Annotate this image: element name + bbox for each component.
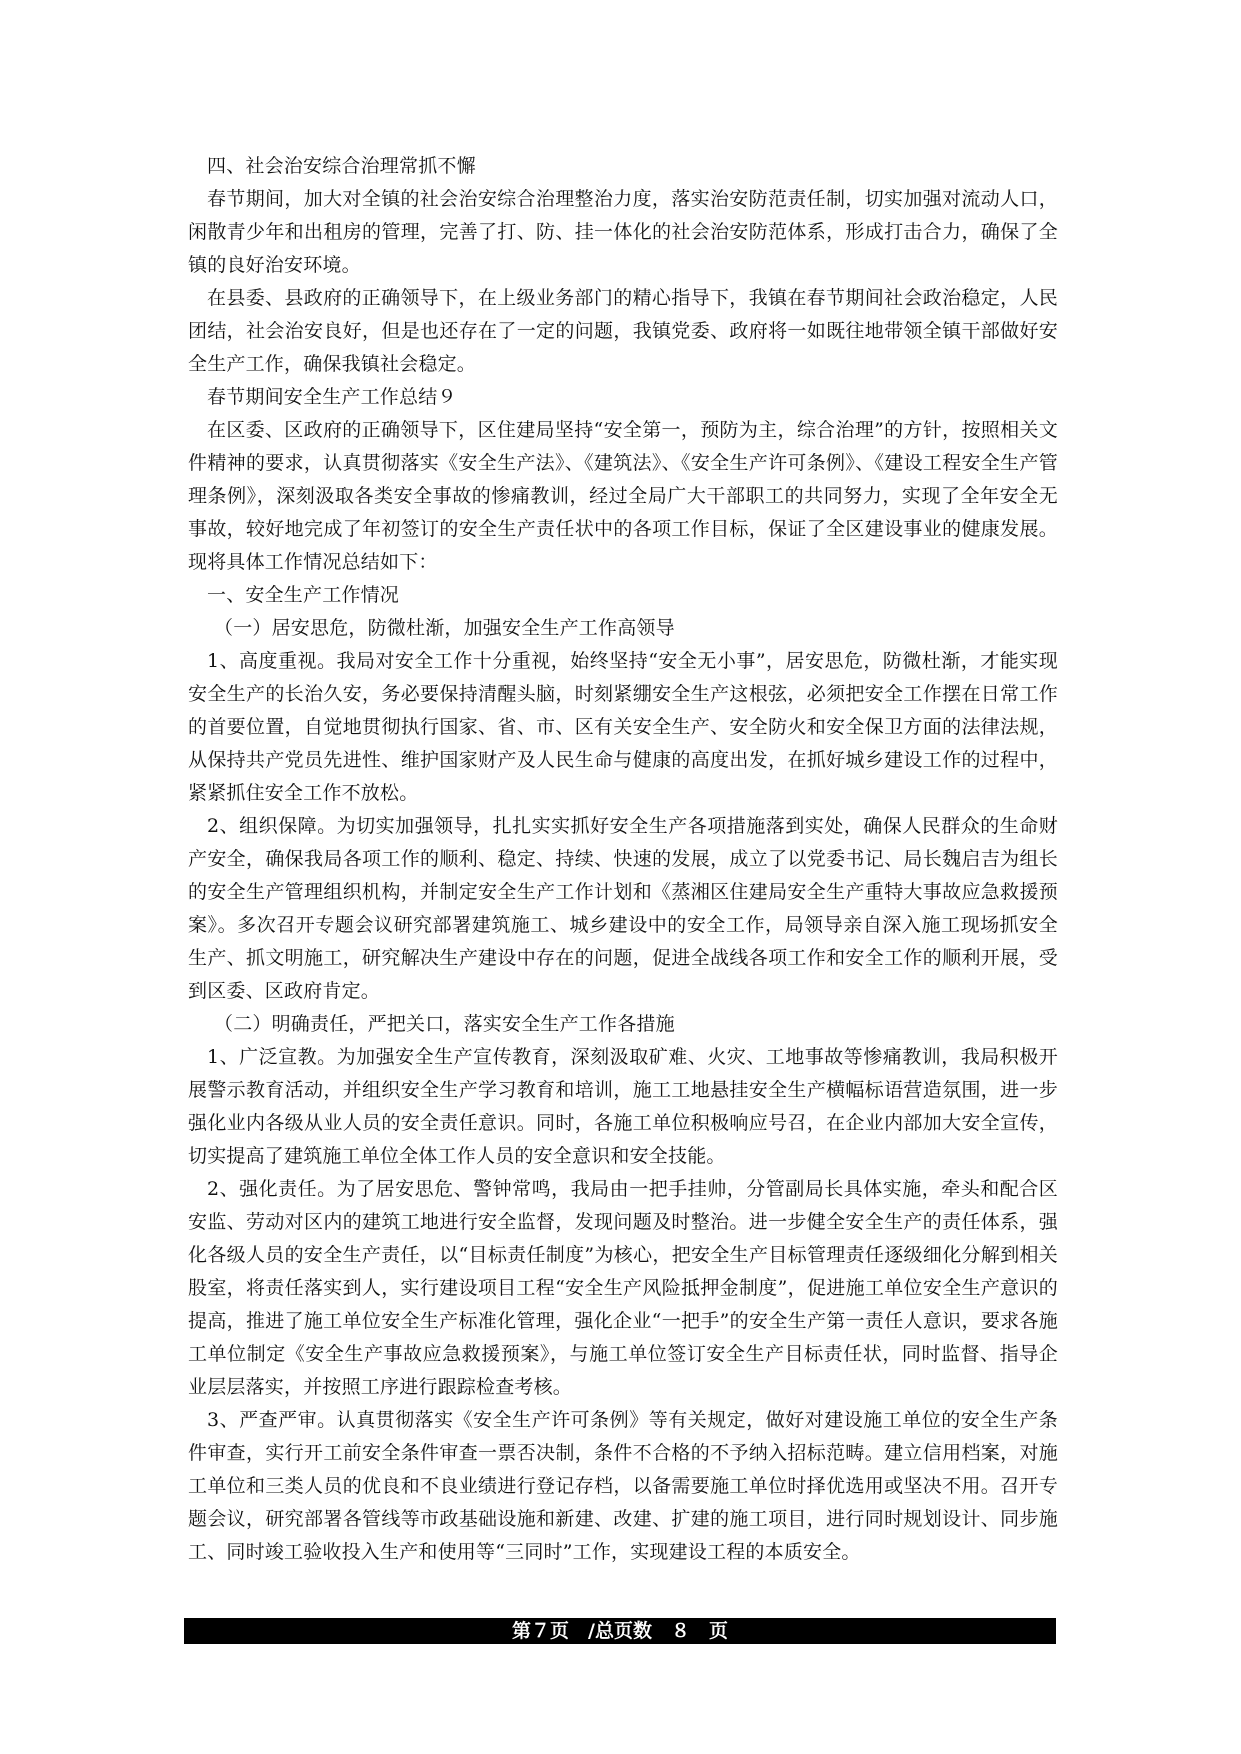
paragraph: 2、强化责任。为了居安思危、警钟常鸣，我局由一把手挂帅，分管副局长具体实施，牵头和配合区安监、劳动对区内的建筑工地进行安全监督，发现问题及时整治。进一步健全安全生产的责任体系，强化各级人员的安全生产责任，以“目标责任制度”为核心，把安全生产目标管理责任逐级细化分解到相关股室，将责任落实到人，实行建设项目工程“安全生产风险抵押金制度”，促进施工单位安全生产意识的提高，推进了施工单位安全生产标准化管理，强化企业“一把手”的安全生产第一责任人意识，要求各施工单位制定《安全生产事故应急救援预案》，与施工单位签订安全生产目标责任状，同时监督、指导企业层层落实，并按照工序进行跟踪检查考核。 (188, 1178, 1058, 1398)
paragraph: 在县委、县政府的正确领导下，在上级业务部门的精心指导下，我镇在春节期间社会政治稳定，人民团结，社会治安良好，但是也还存在了一定的问题，我镇党委、政府将一如既往地带领全镇干部做好安全生产工作，确保我镇社会稳定。 (188, 287, 1058, 375)
section-heading: 一、安全生产工作情况 (207, 584, 400, 606)
document-body (188, 150, 1058, 1569)
paragraph: 1、广泛宣教。为加强安全生产宣传教育，深刻汲取矿难、火灾、工地事故等惨痛教训，我局积极开展警示教育活动，并组织安全生产学习教育和培训，施工工地悬挂安全生产横幅标语营造氛围，进一步强化业内各级从业人员的安全责任意识。同时，各施工单位积极响应号召，在企业内部加大安全宣传，切实提高了建筑施工单位全体工作人员的安全意识和安全技能。 (188, 1046, 1058, 1167)
section-heading: 四、社会治安综合治理常抓不懈 (207, 155, 476, 177)
paragraph: 2、组织保障。为切实加强领导，扎扎实实抓好安全生产各项措施落到实处，确保人民群众的生命财产安全，确保我局各项工作的顺利、稳定、持续、快速的发展，成立了以党委书记、局长魏启吉为组长的安全生产管理组织机构，并制定安全生产工作计划和《蒸湘区住建局安全生产重特大事故应急救援预案》。多次召开专题会议研究部署建筑施工、城乡建设中的安全工作，局领导亲自深入施工现场抓安全生产、抓文明施工，研究解决生产建设中存在的问题，促进全战线各项工作和安全工作的顺利开展，受到区委、区政府肯定。 (188, 815, 1058, 1002)
paragraph: 春节期间，加大对全镇的社会治安综合治理整治力度，落实治安防范责任制，切实加强对流动人口，闲散青少年和出租房的管理，完善了打、防、挂一体化的社会治安防范体系，形成打击合力，确保了全镇的良好治安环境。 (188, 188, 1058, 276)
paragraph: 1、高度重视。我局对安全工作十分重视，始终坚持“安全无小事”，居安思危，防微杜渐，才能实现安全生产的长治久安，务必要保持清醒头脑，时刻紧绷安全生产这根弦，必须把安全工作摆在日常工作的首要位置，自觉地贯彻执行国家、省、市、区有关安全生产、安全防火和安全保卫方面的法律法规，从保持共产党员先进性、维护国家财产及人民生命与健康的高度出发，在抓好城乡建设工作的过程中，紧紧抓住安全工作不放松。 (188, 650, 1058, 804)
page-footer (184, 1618, 1056, 1644)
paragraph: 在区委、区政府的正确领导下，区住建局坚持“安全第一，预防为主，综合治理”的方针，按照相关文件精神的要求，认真贯彻落实《安全生产法》、《建筑法》、《安全生产许可条例》、《建设工程安全生产管理条例》，深刻汲取各类安全事故的惨痛教训，经过全局广大干部职工的共同努力，实现了全年安全无事故，较好地完成了年初签订的安全生产责任状中的各项工作目标，保证了全区建设事业的健康发展。现将具体工作情况总结如下： (188, 419, 1058, 573)
subsection-heading: （一）居安思危，防微杜渐，加强安全生产工作高领导 (214, 617, 675, 639)
subsection-heading: （二）明确责任，严把关口，落实安全生产工作各措施 (214, 1013, 675, 1035)
document-title: 春节期间安全生产工作总结９ (207, 386, 457, 408)
page-number-label: 第７页 /总页数 ８ 页 (512, 1620, 728, 1642)
paragraph: 3、严查严审。认真贯彻落实《安全生产许可条例》等有关规定，做好对建设施工单位的安全生产条件审查，实行开工前安全条件审查一票否决制，条件不合格的不予纳入招标范畴。建立信用档案，对施工单位和三类人员的优良和不良业绩进行登记存档，以备需要施工单位时择优选用或坚决不用。召开专题会议，研究部署各管线等市政基础设施和新建、改建、扩建的施工项目，进行同时规划设计、同步施工、同时竣工验收投入生产和使用等“三同时”工作，实现建设工程的本质安全。 (188, 1409, 1058, 1563)
